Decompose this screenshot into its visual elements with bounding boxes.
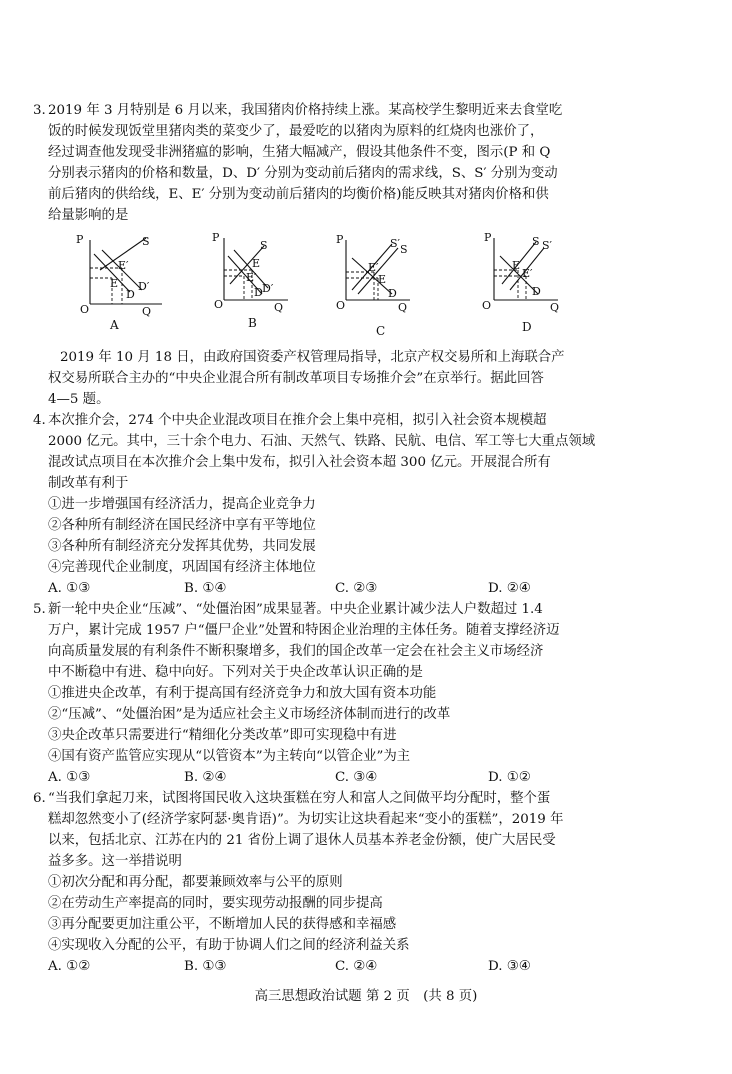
q5-item: ④国有资产监管应实现从“以管资本”为主转向“以管企业”为主 [48, 749, 411, 764]
curve-label: S [400, 243, 408, 256]
q5-option-a[interactable]: A. ①③ [48, 770, 91, 785]
q6-option-b[interactable]: B. ①③ [184, 959, 227, 974]
material-text-line: 权交易所联合主办的“中央企业混合所有制改革项目专场推介会”在京举行。据此回答 [48, 371, 544, 386]
point-label: E′ [246, 271, 257, 284]
q4-number: 4. [33, 413, 46, 428]
point-label: E [252, 257, 261, 270]
q5-item: ①推进央企改革，有利于提高国有经济竞争力和放大国有资本功能 [48, 686, 437, 701]
axis-label-q: Q [398, 301, 408, 314]
q5-item: ③央企改革只需要进行“精细化分类改革”即可实现稳中有进 [48, 728, 397, 743]
q4-option-a[interactable]: A. ①③ [48, 581, 91, 596]
point-label: E′ [368, 261, 379, 274]
graph-caption: D [522, 320, 532, 334]
q4-text-line: 制改革有利于 [48, 476, 129, 491]
q4-item: ③各种所有制经济充分发挥其优势，共同发展 [48, 539, 316, 554]
material-text-line: 4—5 题。 [48, 392, 110, 407]
axis-label-q: Q [142, 305, 152, 318]
q4-item: ④完善现代企业制度，巩固国有经济主体地位 [48, 560, 316, 575]
q6-option-c[interactable]: C. ②④ [335, 959, 378, 974]
q6-item: ①初次分配和再分配，都要兼顾效率与公平的原则 [48, 875, 343, 890]
curve-label: S [142, 235, 150, 248]
q4-text-line: 2000 亿元。其中，三十余个电力、石油、天然气、铁路、民航、电信、军工等七大重点领域 [48, 434, 596, 449]
q3-number: 3. [33, 103, 46, 118]
material-text-line: 2019 年 10 月 18 日，由政府国资委产权管理局指导，北京产权交易所和上海联合产 [60, 350, 565, 365]
q4-text-line: 本次推介会，274 个中央企业混改项目在推介会上集中亮相，拟引入社会资本规模超 [48, 413, 547, 428]
axis-label-p: P [484, 231, 492, 244]
q6-option-d[interactable]: D. ③④ [488, 959, 531, 974]
curve-label: S′ [542, 239, 553, 252]
curve-label: D [388, 287, 397, 300]
q3-text-line: 饭的时候发现饭堂里猪肉类的菜变少了，最爱吃的以猪肉为原料的红烧肉也涨价了， [48, 124, 544, 139]
curve-label: S [532, 235, 540, 248]
q6-number: 6. [33, 791, 46, 806]
point-label: E′ [522, 267, 533, 280]
graph-caption: A [110, 318, 119, 332]
q5-text-line: 中不断稳中有进、稳中向好。下列对关于央企改革认识正确的是 [48, 665, 423, 680]
graph-caption: B [248, 316, 257, 330]
q5-text-line: 新一轮中央企业“压减”、“处僵治困”成果显著。中央企业累计减少法人户数超过 1.4 [48, 602, 543, 617]
q4-options [48, 578, 688, 599]
q3-text-line: 分别表示猪肉的价格和数量，D、D′ 分别为变动前后猪肉的需求线，S、S′ 分别为变动 [48, 166, 558, 181]
q6-text-line: 糕却忽然变小了(经济学家阿瑟·奥肯语)”。为切实让这块看起来“变小的蛋糕”，2019 年 [48, 812, 564, 827]
q4-option-d[interactable]: D. ②④ [488, 581, 531, 596]
q4-option-c[interactable]: C. ②③ [335, 581, 378, 596]
axis-label-p: P [336, 233, 344, 246]
q5-option-b[interactable]: B. ②④ [184, 770, 227, 785]
supply-demand-graph-d [480, 232, 610, 337]
page-footer: 高三思想政治试题 第 2 页 (共 8 页) [254, 989, 478, 1004]
q6-text-line: “当我们拿起刀来，试图将国民收入这块蛋糕在穷人和富人之间做平均分配时，整个蛋 [48, 791, 551, 806]
q5-options [48, 767, 688, 788]
axis-label-p: P [76, 233, 84, 246]
curve-label: S [260, 239, 268, 252]
q5-number: 5. [33, 602, 46, 617]
origin-label: O [336, 299, 346, 312]
q5-text-line: 向高质量发展的有利条件不断积聚增多，我们的国企改革一定会在社会主义市场经济 [48, 644, 544, 659]
q5-text-line: 万户，累计完成 1957 户“僵尸企业”处置和特困企业治理的主体任务。随着支撑经济迈 [48, 623, 560, 638]
supply-demand-graph-a [72, 232, 202, 337]
q4-item: ②各种所有制经济在国民经济中享有平等地位 [48, 518, 316, 533]
origin-label: O [80, 303, 90, 316]
curve-label: D′ [262, 282, 274, 295]
q6-text-line: 益多多。这一举措说明 [48, 854, 182, 869]
curve-label: D′ [138, 280, 150, 293]
supply-demand-graph-c [334, 232, 464, 337]
origin-label: O [482, 299, 492, 312]
q6-item: ③再分配要更加注重公平，不断增加人民的获得感和幸福感 [48, 917, 397, 932]
axis-label-q: Q [550, 301, 560, 314]
q6-text-line: 以来，包括北京、江苏在内的 21 省份上调了退休人员基本养老金份额，使广大居民受 [48, 833, 556, 848]
q6-options [48, 956, 688, 977]
q5-item: ②“压减”、“处僵治困”是为适应社会主义市场经济体制而进行的改革 [48, 707, 451, 722]
point-label: E [110, 277, 119, 290]
q3-text-line: 经过调查他发现受非洲猪瘟的影响，生猪大幅减产，假设其他条件不变，图示(P 和 Q [48, 145, 551, 160]
origin-label: O [214, 298, 224, 311]
curve-label: D [532, 285, 541, 298]
point-label: E′ [118, 259, 129, 272]
q6-item: ②在劳动生产率提高的同时，要实现劳动报酬的同步提高 [48, 896, 383, 911]
q4-item: ①进一步增强国有经济活力，提高企业竞争力 [48, 497, 316, 512]
graph-caption: C [376, 324, 386, 338]
q3-text-line: 前后猪肉的供给线，E、E′ 分别为变动前后猪肉的均衡价格)能反映其对猪肉价格和供 [48, 187, 549, 202]
graph-a-drawing [72, 232, 202, 337]
q5-option-c[interactable]: C. ③④ [335, 770, 378, 785]
q3-text-line: 给量影响的是 [48, 208, 129, 223]
q4-text-line: 混改试点项目在本次推介会上集中发布，拟引入社会资本超 300 亿元。开展混合所有 [48, 455, 551, 470]
point-label: E [378, 273, 387, 286]
point-label: E [512, 259, 521, 272]
q6-option-a[interactable]: A. ①② [48, 959, 91, 974]
q3-text-line: 2019 年 3 月特别是 6 月以来，我国猪肉价格持续上涨。某高校学生黎明近来去食堂吃 [48, 103, 563, 118]
supply-demand-graph-b [206, 232, 336, 337]
q6-item: ④实现收入分配的公平，有助于协调人们之间的经济利益关系 [48, 938, 410, 953]
curve-label: D [126, 288, 135, 301]
curve-label: D [254, 286, 263, 299]
q4-option-b[interactable]: B. ①④ [184, 581, 227, 596]
curve-label: S′ [390, 237, 401, 250]
axis-label-q: Q [274, 301, 284, 314]
axis-label-p: P [212, 231, 220, 244]
q5-option-d[interactable]: D. ①② [488, 770, 531, 785]
